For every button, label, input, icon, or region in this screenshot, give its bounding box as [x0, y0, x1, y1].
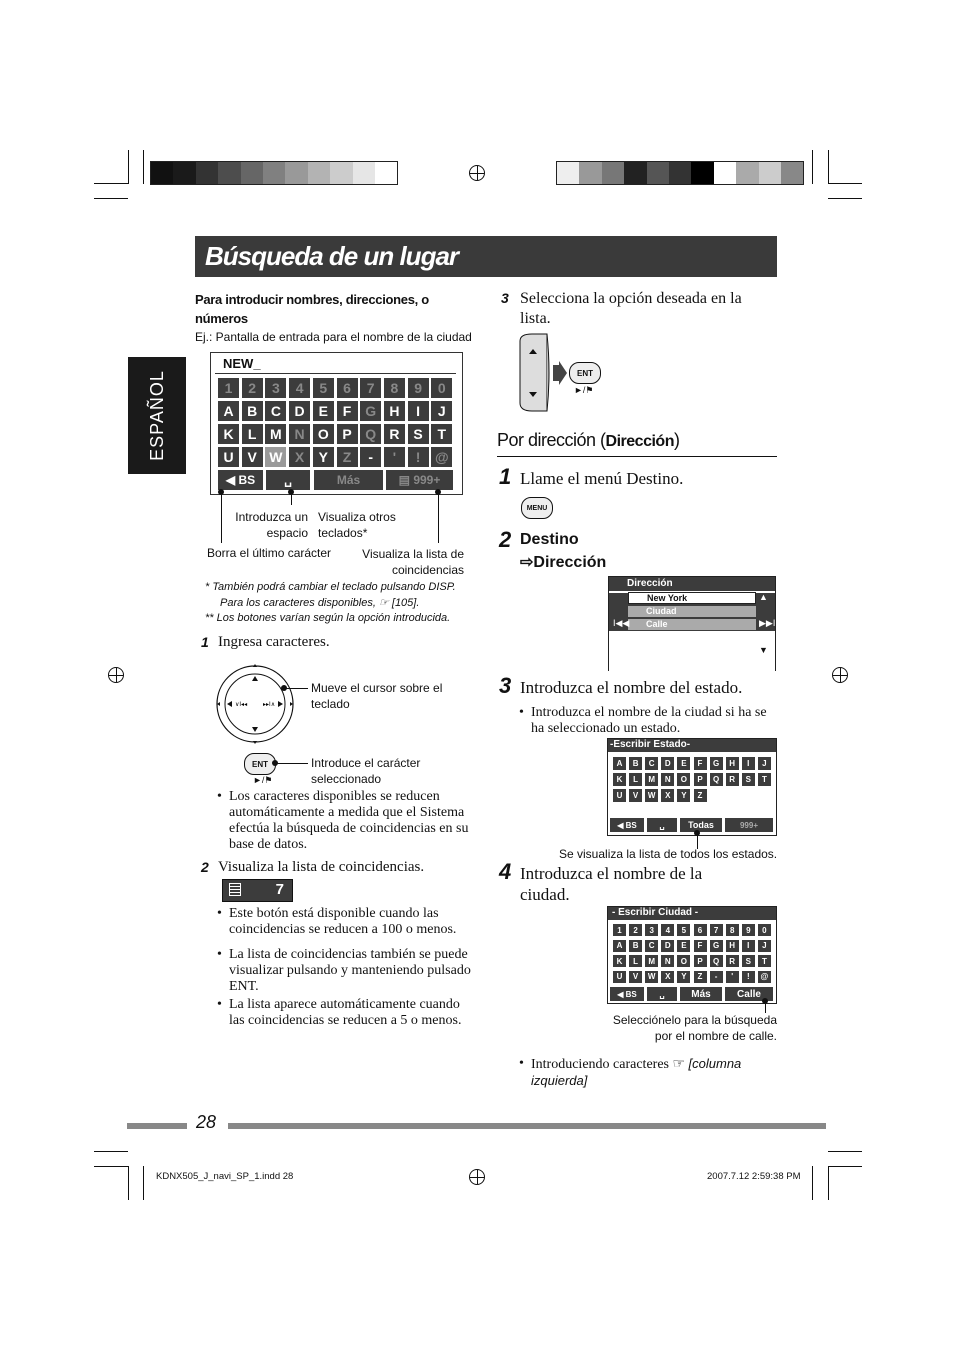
keyboard-key[interactable]: S: [741, 772, 756, 787]
backspace-button[interactable]: ◀ BS: [218, 470, 263, 490]
keyboard-key[interactable]: Y: [313, 447, 334, 467]
keyboard-key[interactable]: Z: [693, 970, 708, 984]
keyboard-key[interactable]: ': [384, 447, 405, 467]
registration-mark-icon: [832, 667, 848, 683]
keyboard-key[interactable]: Z: [337, 447, 358, 467]
keyboard-key[interactable]: E: [676, 939, 691, 953]
keyboard-key[interactable]: ': [725, 970, 740, 984]
keyboard-key[interactable]: F: [693, 756, 708, 771]
keyboard-key[interactable]: !: [408, 447, 429, 467]
keyboard-key[interactable]: R: [384, 424, 405, 444]
footnote-1: * También podrá cambiar el teclado pulsando DISP.: [205, 581, 456, 593]
list-count-button[interactable]: 999+: [724, 817, 774, 833]
step-2-bullet-2: • La lista de coincidencias también se puede visualizar pulsando y manteniendo pulsado ENT.: [229, 947, 474, 995]
city-caption-1: Selecciónelo para la búsqueda: [612, 1013, 777, 1027]
step-1-text: Ingresa caracteres.: [218, 634, 330, 650]
play-flag-icon: ►/⚑: [574, 385, 594, 395]
keyboard-key[interactable]: A: [612, 756, 627, 771]
list-count: 7: [275, 881, 284, 898]
play-flag-icon: ►/⚑: [253, 775, 273, 785]
step-2-bullet-1: • Este botón está disponible cuando las coincidencias se reducen a 100 o menos.: [229, 906, 474, 938]
section-title: Para introducir nombres, direcciones, o números: [195, 292, 429, 326]
step-3-bullet: • Introduzca el nombre de la ciudad si ha se ha seleccionado un estado.: [531, 705, 777, 737]
step-3-text: Selecciona la opción deseada en la lista.: [520, 290, 742, 327]
keyboard-screen: [210, 352, 463, 495]
keyboard-key[interactable]: H: [725, 939, 740, 953]
keyboard-key[interactable]: 6: [337, 378, 358, 398]
keyboard-key[interactable]: P: [337, 424, 358, 444]
callout-backspace: Borra el último carácter: [207, 546, 332, 560]
keyboard-key[interactable]: X: [660, 788, 675, 803]
keyboard-key[interactable]: D: [660, 756, 675, 771]
keyboard-key[interactable]: W: [644, 970, 659, 984]
keyboard-key[interactable]: D: [289, 401, 310, 421]
skip-back-icon[interactable]: I◀◀: [613, 618, 630, 628]
keyboard-key[interactable]: H: [725, 756, 740, 771]
svg-text:∨I◂◂: ∨I◂◂: [235, 702, 248, 708]
keyboard-key[interactable]: I: [741, 756, 756, 771]
screen-title: Dirección: [627, 578, 673, 589]
keyboard-key[interactable]: W: [265, 447, 286, 467]
keyboard-key[interactable]: T: [757, 772, 772, 787]
keyboard-key[interactable]: 3: [644, 923, 659, 937]
list-item[interactable]: Calle: [628, 619, 756, 630]
backspace-button[interactable]: [609, 986, 645, 1002]
keyboard-key[interactable]: 5: [676, 923, 691, 937]
back-arrow-icon: ◀: [617, 820, 626, 830]
cursor-label: Mueve el cursor sobre el teclado: [311, 681, 443, 711]
keyboard-key[interactable]: E: [313, 401, 334, 421]
callout-space: Introduzca un espacio: [235, 510, 308, 540]
keyboard-key[interactable]: Y: [676, 970, 691, 984]
section-heading: [497, 430, 679, 451]
back-arrow-icon: ◀: [617, 989, 626, 999]
svg-text:▸▸I∧: ▸▸I∧: [263, 702, 276, 708]
keyboard-key[interactable]: B: [628, 756, 643, 771]
step-2-line-2: ⇨Dirección: [520, 554, 607, 571]
keyboard-key[interactable]: J: [757, 756, 772, 771]
color-bar-right: [556, 161, 804, 185]
keyboard-key[interactable]: W: [644, 788, 659, 803]
keyboard-key[interactable]: O: [676, 772, 691, 787]
keyboard-key[interactable]: Q: [360, 424, 381, 444]
keyboard-key[interactable]: 8: [725, 923, 740, 937]
final-bullet-text: Introduciendo caracteres ☞: [531, 1057, 689, 1072]
keyboard-key[interactable]: 3: [265, 378, 286, 398]
keyboard-key[interactable]: V: [242, 447, 263, 467]
keyboard-key[interactable]: N: [660, 954, 675, 968]
list-item[interactable]: New York: [628, 592, 756, 604]
state-caption: Se visualiza la lista de todos los estados.: [559, 847, 778, 861]
keyboard-key[interactable]: Z: [693, 788, 708, 803]
section-heading-end: ): [673, 430, 680, 450]
keyboard-key[interactable]: P: [693, 772, 708, 787]
step-1-text: Llame el menú Destino.: [520, 469, 684, 488]
step-2-bullet-3: • La lista aparece automáticamente cuando las coincidencias se reducen a 5 o menos.: [229, 997, 474, 1029]
screen-title: -Escribir Estado-: [610, 739, 691, 750]
keyboard-key[interactable]: N: [660, 772, 675, 787]
direccion-screen: [608, 576, 776, 671]
step-4-line-1: Introduzca el nombre de la: [520, 864, 703, 883]
keyboard-key[interactable]: D: [660, 939, 675, 953]
keyboard-key[interactable]: G: [709, 939, 724, 953]
final-bullet: [531, 1056, 777, 1090]
callout-other-keyboards: Visualiza otros teclados*: [318, 510, 396, 540]
input-field: NEW_: [223, 356, 261, 371]
step-4-line-2: ciudad.: [520, 885, 570, 904]
keyboard-key[interactable]: R: [725, 954, 740, 968]
keyboard-key[interactable]: I: [741, 939, 756, 953]
keyboard-key[interactable]: L: [242, 424, 263, 444]
keyboard-key[interactable]: 7: [709, 923, 724, 937]
step-2-text: Visualiza la lista de coincidencias.: [218, 859, 425, 875]
keyboard-key[interactable]: 0: [431, 378, 452, 398]
ent-label: Introduce el carácter seleccionado: [311, 756, 421, 786]
step-1-bullet: • Los caracteres disponibles se reducen automáticamente a medida que el Sistema efectúa la búsqueda de coincidencias en su base de datos.: [229, 789, 477, 853]
backspace-button[interactable]: [609, 817, 645, 833]
keyboard-key[interactable]: 6: [693, 923, 708, 937]
keyboard-key[interactable]: @: [757, 970, 772, 984]
keyboard-key[interactable]: F: [693, 939, 708, 953]
estado-screen: [607, 738, 777, 836]
keyboard-key[interactable]: L: [628, 954, 643, 968]
backspace-label: BS: [625, 989, 637, 999]
keyboard-key[interactable]: 2: [628, 923, 643, 937]
keyboard-key[interactable]: U: [612, 788, 627, 803]
mas-button[interactable]: Más: [679, 986, 723, 1002]
keyboard-key[interactable]: G: [709, 756, 724, 771]
keyboard-key[interactable]: J: [431, 401, 452, 421]
step-number: 3: [501, 290, 509, 306]
keyboard-key[interactable]: 1: [218, 378, 239, 398]
keyboard-key[interactable]: Q: [709, 772, 724, 787]
keyboard-key[interactable]: A: [612, 939, 627, 953]
keyboard-key[interactable]: C: [265, 401, 286, 421]
keyboard-key[interactable]: -: [709, 970, 724, 984]
keyboard-key[interactable]: K: [218, 424, 239, 444]
keyboard-key[interactable]: 4: [289, 378, 310, 398]
scroll-down-icon[interactable]: ▼: [759, 645, 768, 655]
file-name: KDNX505_J_navi_SP_1.indd 28: [156, 1171, 294, 1182]
keyboard-key[interactable]: 8: [384, 378, 405, 398]
step-number: 1: [499, 464, 512, 489]
step-number: 2: [499, 527, 512, 552]
print-date: 2007.7.12 2:59:38 PM: [707, 1171, 801, 1182]
page-title: Búsqueda de un lugar: [205, 241, 459, 271]
page-number: 28: [196, 1112, 217, 1132]
section-heading-bold: Dirección: [605, 433, 674, 450]
step-number: 2: [201, 859, 209, 875]
color-bar-left: [150, 161, 398, 185]
keyboard-key[interactable]: X: [289, 447, 310, 467]
keyboard-key[interactable]: X: [660, 970, 675, 984]
keyboard-key[interactable]: V: [628, 970, 643, 984]
keyboard-key[interactable]: E: [676, 756, 691, 771]
keyboard-key[interactable]: T: [757, 954, 772, 968]
todas-button[interactable]: Todas: [679, 817, 723, 833]
callout-list: Visualiza la lista de coincidencias: [362, 547, 464, 577]
keyboard-key[interactable]: M: [644, 772, 659, 787]
keyboard-key[interactable]: 4: [660, 923, 675, 937]
keyboard-key[interactable]: G: [360, 401, 381, 421]
list-item[interactable]: Ciudad: [628, 606, 756, 617]
keyboard-key[interactable]: Q: [709, 954, 724, 968]
ent-button[interactable]: ENT: [244, 753, 276, 775]
menu-button[interactable]: MENU: [521, 497, 553, 519]
keyboard-key[interactable]: !: [741, 970, 756, 984]
keyboard-key[interactable]: U: [612, 970, 627, 984]
list-icon: [229, 883, 241, 896]
screen-title: - Escribir Ciudad -: [612, 907, 699, 918]
keyboard-key[interactable]: 2: [242, 378, 263, 398]
step-2-line-1: Destino: [520, 531, 579, 548]
keyboard-key[interactable]: C: [644, 939, 659, 953]
keyboard-key[interactable]: 1: [612, 923, 627, 937]
keyboard-key[interactable]: 9: [408, 378, 429, 398]
registration-mark-icon: [469, 165, 485, 181]
ciudad-screen: [607, 906, 777, 1004]
keyboard-key[interactable]: N: [289, 424, 310, 444]
keyboard-key[interactable]: J: [757, 939, 772, 953]
keyboard-key[interactable]: C: [644, 756, 659, 771]
keyboard-key[interactable]: H: [384, 401, 405, 421]
keyboard-key[interactable]: K: [612, 954, 627, 968]
keyboard-key[interactable]: 0: [757, 923, 772, 937]
example-caption: Ej.: Pantalla de entrada para el nombre de la ciudad: [195, 330, 472, 344]
keyboard-key[interactable]: L: [628, 772, 643, 787]
keyboard-key[interactable]: 5: [313, 378, 334, 398]
keyboard-key[interactable]: I: [408, 401, 429, 421]
step-3-text: Introduzca el nombre del estado.: [520, 678, 743, 697]
keyboard-key[interactable]: S: [408, 424, 429, 444]
keyboard-key[interactable]: M: [644, 954, 659, 968]
keyboard-key[interactable]: M: [265, 424, 286, 444]
language-tab-label: ESPAÑOL: [146, 370, 167, 461]
keyboard-key[interactable]: Y: [676, 788, 691, 803]
mas-button[interactable]: Más: [314, 470, 383, 490]
keyboard-key[interactable]: P: [693, 954, 708, 968]
section-heading-text: Por dirección (: [497, 430, 606, 450]
keyboard-key[interactable]: A: [218, 401, 239, 421]
step-number: 3: [499, 673, 512, 698]
keyboard-key[interactable]: R: [725, 772, 740, 787]
footnote-1b: Para los caracteres disponibles, ☞ [105].: [220, 597, 420, 609]
keyboard-key[interactable]: -: [360, 447, 381, 467]
keyboard-key[interactable]: B: [242, 401, 263, 421]
keyboard-key[interactable]: K: [612, 772, 627, 787]
final-bullet-link[interactable]: [columna izquierda]: [531, 1056, 742, 1088]
space-button[interactable]: ␣: [646, 986, 678, 1002]
list-count-button[interactable]: ▤ 999+: [386, 470, 453, 490]
keyboard-key[interactable]: F: [337, 401, 358, 421]
skip-forward-icon[interactable]: ▶▶I: [759, 618, 776, 628]
calle-button[interactable]: Calle: [724, 986, 774, 1002]
footnote-2: ** Los botones varían según la opción introducida.: [205, 612, 451, 624]
keyboard-key[interactable]: O: [313, 424, 334, 444]
backspace-label: BS: [625, 820, 637, 830]
keyboard-key[interactable]: B: [628, 939, 643, 953]
keyboard-key[interactable]: U: [218, 447, 239, 467]
keyboard-key[interactable]: V: [628, 788, 643, 803]
step-number: 1: [201, 634, 209, 650]
ent-button[interactable]: ENT: [569, 362, 601, 384]
keyboard-key[interactable]: O: [676, 954, 691, 968]
keyboard-key[interactable]: @: [431, 447, 452, 467]
registration-mark-icon: [469, 1169, 485, 1185]
space-button[interactable]: ␣: [266, 470, 310, 490]
keyboard-key[interactable]: S: [741, 954, 756, 968]
joystick-icon: [215, 662, 295, 748]
keyboard-key[interactable]: 7: [360, 378, 381, 398]
registration-mark-icon: [108, 667, 124, 683]
list-button[interactable]: [222, 879, 293, 902]
scroll-up-icon[interactable]: ▲: [759, 592, 768, 602]
keyboard-key[interactable]: 9: [741, 923, 756, 937]
step-number: 4: [499, 859, 512, 884]
city-caption-2: por el nombre de calle.: [654, 1029, 777, 1043]
space-button[interactable]: ␣: [646, 817, 678, 833]
keyboard-key[interactable]: T: [431, 424, 452, 444]
